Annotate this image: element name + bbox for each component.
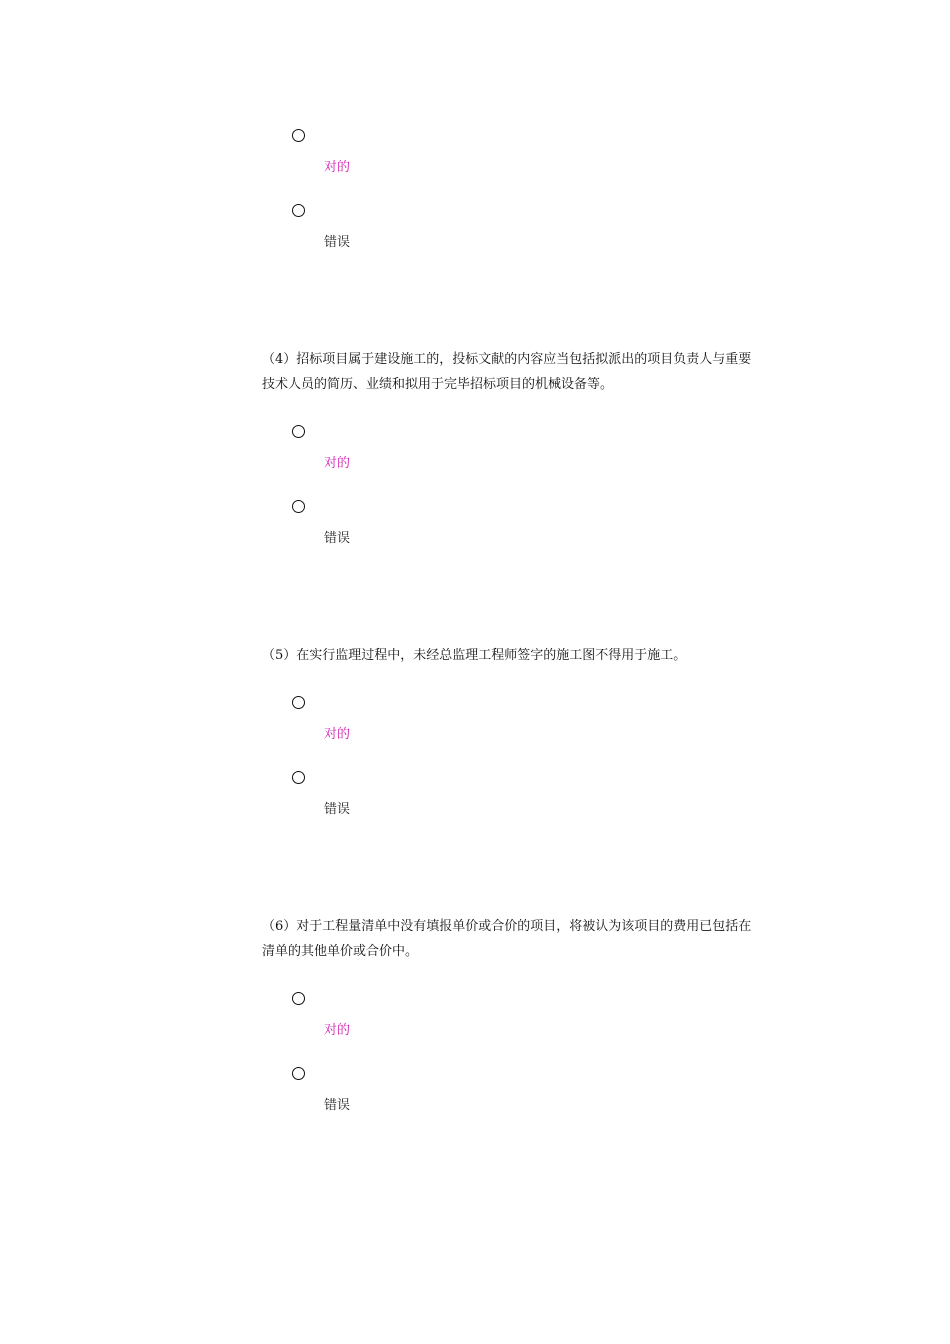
option-label-true-q4: 对的 [324, 456, 351, 471]
option-label-true-q3: 对的 [324, 160, 351, 175]
radio-true-q5[interactable] [292, 696, 305, 709]
radio-false-q4[interactable] [292, 500, 305, 513]
option-label-false-q3: 错误 [324, 235, 351, 250]
option-label-false-q6: 错误 [324, 1098, 351, 1113]
radio-true-q3[interactable] [292, 129, 305, 142]
option-label-true-q6: 对的 [324, 1023, 351, 1038]
question-text-6: （6）对于工程量清单中没有填报单价或合价的项目，将被认为该项目的费用已包括在清单的其他单价或合价中。 [262, 919, 752, 959]
radio-false-q5[interactable] [292, 771, 305, 784]
radio-true-q6[interactable] [292, 992, 305, 1005]
radio-false-q3[interactable] [292, 204, 305, 217]
question-text-5: （5）在实行监理过程中，未经总监理工程师签字的施工图不得用于施工。 [262, 648, 687, 663]
question-text-4: （4）招标项目属于建设施工的，投标文献的内容应当包括拟派出的项目负责人与重要技术人员的简历、业绩和拟用于完毕招标项目的机械设备等。 [262, 352, 752, 392]
radio-false-q6[interactable] [292, 1067, 305, 1080]
option-label-true-q5: 对的 [324, 727, 351, 742]
option-label-false-q5: 错误 [324, 802, 351, 817]
radio-true-q4[interactable] [292, 425, 305, 438]
option-label-false-q4: 错误 [324, 531, 351, 546]
